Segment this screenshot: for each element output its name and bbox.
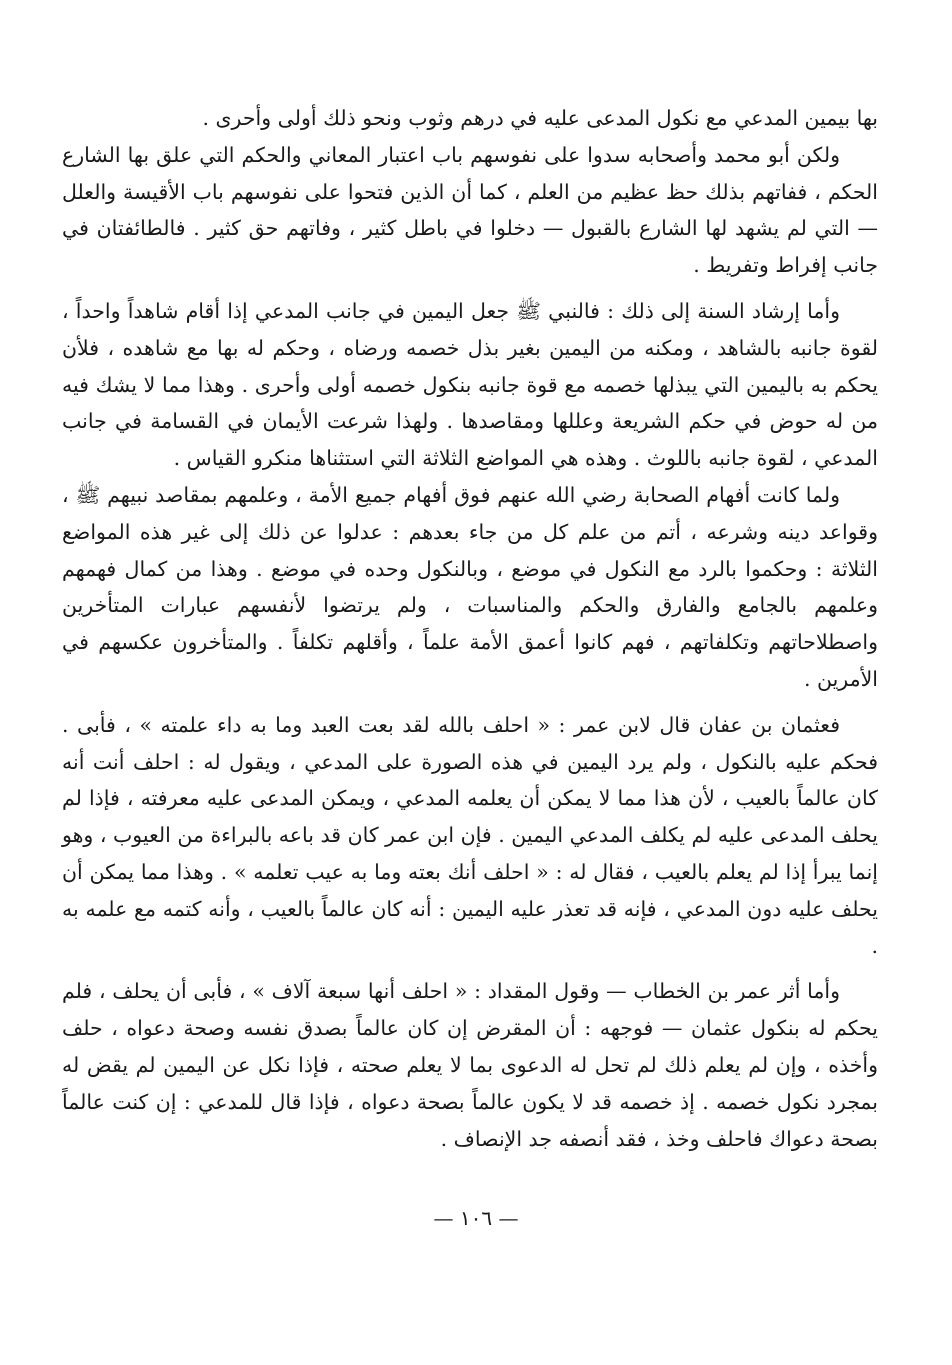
paragraph-umar: وأما أثر عمر بن الخطاب — وقول المقداد : « احلف أنها سبعة آلاف » ، فأبى أن يحلف ، فلم يحكم له بنكول عثمان — فوجهه : أن المقرض إن كان عالماً بصدق نفسه وصحة دعواه ، حلف وأخذه ، وإن لم يعلم ذلك لم تحل له الدعوى بما لا يعلم صحته ، فإذا نكل عن اليمين لم يقض له بمجرد نكول خصمه . إذ خصمه قد لا يكون عالماً بصحة دعواه ، فإذا قال للمدعي : إن كنت عالماً بصحة دعواك فاحلف وخذ ، فقد أنصفه جد الإنصاف . — [62, 979, 878, 1151]
paragraph-sunnah-guidance: وأما إرشاد السنة إلى ذلك : فالنبي ﷺ جعل اليمين في جانب المدعي إذا أقام شاهداً واحداً ، لقوة جانبه بالشاهد ، ومكنه من اليمين بغير بذل خصمه ورضاه ، وحكم له بها مع شاهده ، فلأن يحكم به باليمين التي يبذلها خصمه مع قوة جانبه بنكول خصمه أولى وأحرى . وهذا مما لا يشك فيه من له حوض في حكم الشريعة وعللها ومقاصدها . ولهذا شرعت الأيمان في القسامة في جانب المدعي ، لقوة جانبه باللوث . وهذه هي المواضع الثلاثة التي استثناها منكرو القياس . — [62, 298, 878, 471]
page-number: — ١٠٦ — — [433, 1206, 519, 1230]
paragraph-abu-muhammad: ولكن أبو محمد وأصحابه سدوا على نفوسهم باب اعتبار المعاني والحكم التي علق بها الشارع الحكم ، ففاتهم بذلك حظ عظيم من العلم ، كما أن الذين فتحوا على نفوسهم باب الأقيسة والعلل — التي لم يشهد لها الشارع بالقبول — دخلوا في باطل كثير ، وفاتهم حق كثير . فالطائفتان في جانب إفراط وتفريط . — [62, 142, 878, 278]
page-body — [62, 100, 878, 1157]
paragraph-companions: ولما كانت أفهام الصحابة رضي الله عنهم فوق أفهام جميع الأمة ، وعلمهم بمقاصد نبيهم ﷺ ، وقواعد دينه وشرعه ، أتم من علم كل من جاء بعدهم : عدلوا عن ذلك إلى غير هذه المواضع الثلاثة : وحكموا بالرد مع النكول في موضع ، وبالنكول وحده في موضع . وهذا من كمال فهمهم وعلمهم بالجامع والفارق والحكم والمناسبات ، ولم يرتضوا لأنفسهم عبارات المتأخرين واصطلاحاتهم وتكلفاتهم ، فهم كانوا أعمق الأمة علماً ، وأقلهم تكلفاً . والمتأخرون عكسهم في الأمرين . — [62, 482, 878, 691]
paragraph-continuation: بها بيمين المدعي مع نكول المدعى عليه في درهم وثوب ونحو ذلك أولى وأحرى . — [202, 106, 878, 130]
paragraph-uthman: فعثمان بن عفان قال لابن عمر : « احلف بالله لقد بعت العبد وما به داء علمته » ، فأبى . فحكم عليه بالنكول ، ولم يرد اليمين في هذه الصورة على المدعي ، ويقول له : احلف أنت أنه كان عالماً بالعيب ، لأن هذا مما لا يمكن أن يعلمه المدعي ، ويمكن المدعى عليه معرفته ، فإذا لم يحلف المدعى عليه لم يكلف المدعي اليمين . فإن ابن عمر كان قد باعه بالبراءة من العيوب ، وهو إنما يبرأ إذا لم يعلم بالعيب ، فقال له : « احلف أنك بعته وما به عيب تعلمه » . وهذا مما يمكن أن يحلف عليه دون المدعي ، فإنه قد تعذر عليه اليمين : أنه كان عالماً بالعيب ، وأنه كتمه مع علمه به . — [62, 712, 878, 958]
